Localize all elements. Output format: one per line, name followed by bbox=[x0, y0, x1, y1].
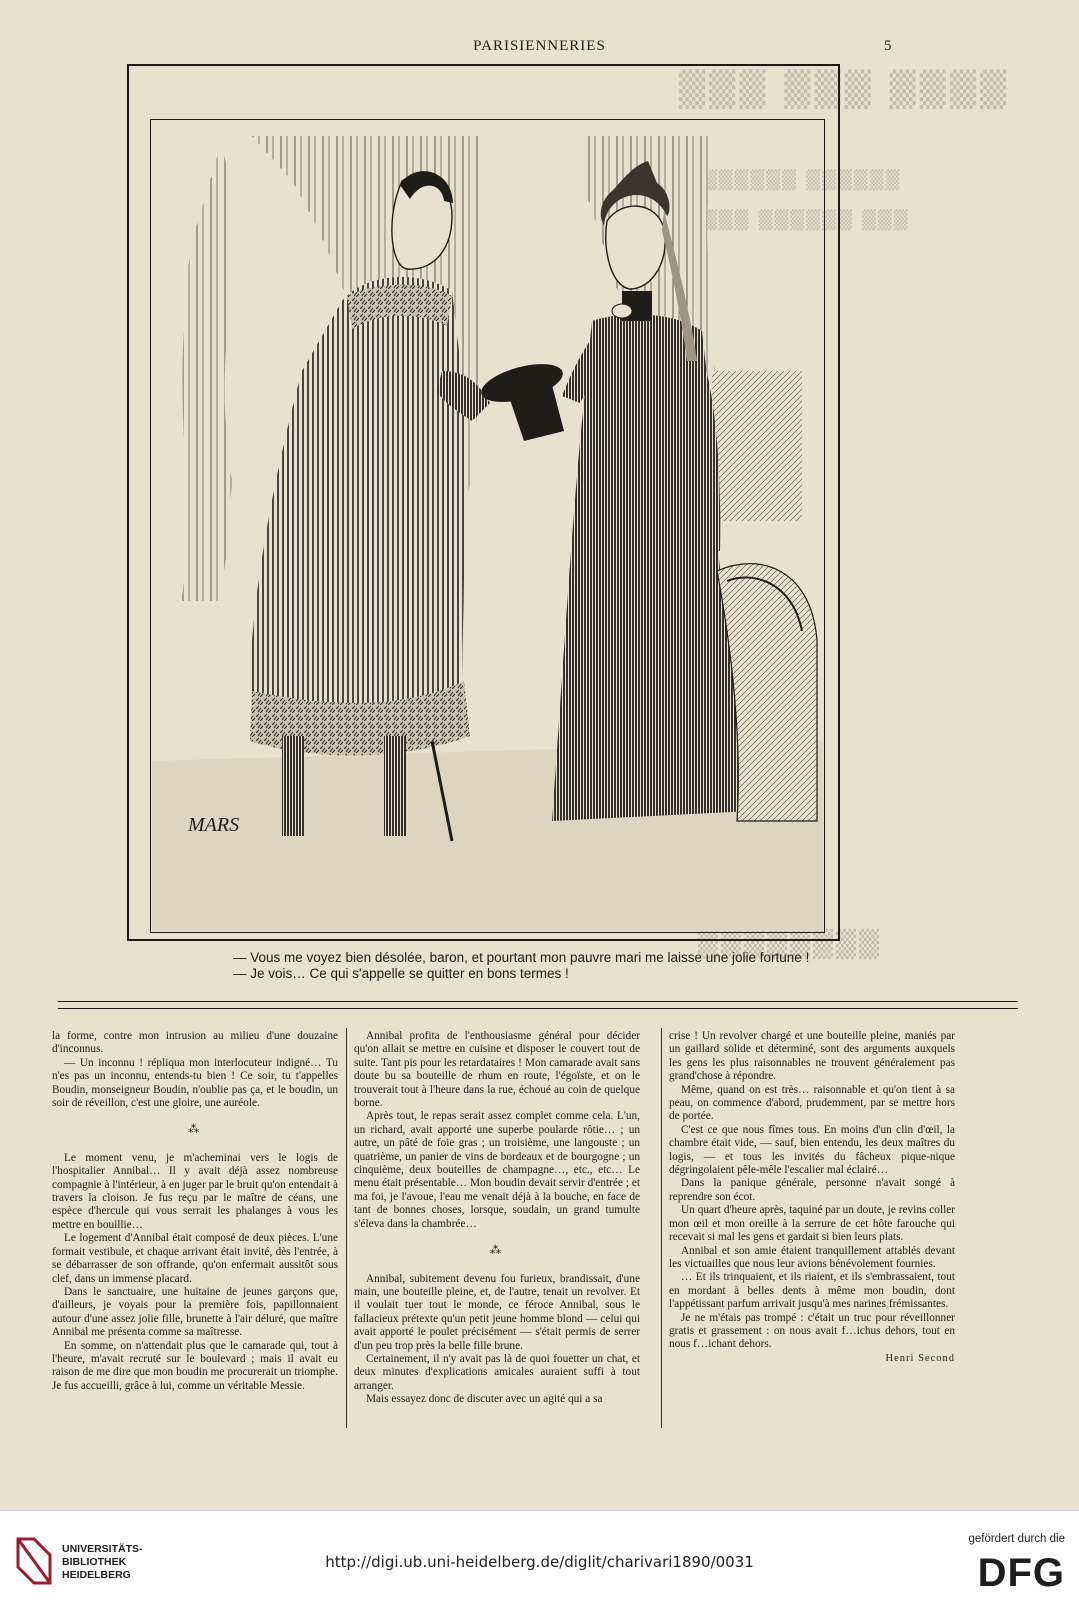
paragraph: C'est ce que nous fîmes tous. En moins d'un clin d'œil, la chambre était vide, — sauf, bien entendu, les deux maîtres du logis, — et tous les invités du fâcheux pique-nique dégringolaient pêle-mêle l'escalier mal éclairé… bbox=[669, 1123, 955, 1177]
bleed-mark: ▒▒▒▒▒▒ ▒▒▒▒▒▒▒ bbox=[685, 170, 900, 191]
page-number: 5 bbox=[884, 38, 892, 54]
funder-logo: DFG bbox=[977, 1551, 1065, 1595]
paragraph: Annibal et son amie étaient tranquillement attablés devant les victuailles que nous leur avions bénévolement fournies. bbox=[669, 1244, 955, 1270]
paragraph: Le moment venu, je m'acheminai vers le logis de l'hospitalier Annibal… Il y avait déjà assez nombreuse compagnie à l'intérieur, à en juger par le bruit qu'on entendait à travers la cloison. Je fus reçu par le maître de céans, une espèce d'hercule qui vous serrait les phalanges à vous les mettre en bouillie… bbox=[52, 1151, 338, 1231]
column-divider bbox=[661, 1028, 662, 1428]
paragraph: Certainement, il n'y avait pas là de quoi fouetter un chat, et deux minutes d'explications amicales auraient suffi à tout arranger. bbox=[354, 1352, 640, 1392]
paragraph: Mais essayez donc de discuter avec un agité qui a sa bbox=[366, 1393, 603, 1406]
section-rule-bottom bbox=[58, 1008, 1018, 1009]
paragraph: … Et ils trinquaient, et ils riaient, et ils s'embrassaient, tout en mordant à belles dents à même mon boudin, dont l'appétissant parfum arrivait jusqu'à mes narines frémissantes. bbox=[669, 1271, 955, 1311]
source-url-link[interactable]: http://digi.ub.uni-heidelberg.de/diglit/charivari1890/0031 bbox=[325, 1553, 754, 1571]
top-hat bbox=[477, 357, 566, 441]
paragraph: la forme, contre mon intrusion au milieu d'une douzaine d'inconnus. bbox=[52, 1030, 338, 1056]
bleed-mark: ▒▒▒▒▒▒▒▒ bbox=[695, 930, 879, 960]
caption-line-2: — Je vois… Ce qui s'appelle se quitter en bons termes ! bbox=[233, 966, 569, 981]
section-separator: ⁂ bbox=[187, 1124, 203, 1137]
institution-line: BIBLIOTHEK bbox=[62, 1556, 127, 1568]
institution-line: HEIDELBERG bbox=[62, 1569, 131, 1581]
paragraph: Même, quand on est très… raisonnable et qu'on tient à sa peau, on commence d'abord, prudemment, par se mettre hors de portée. bbox=[669, 1083, 955, 1123]
artist-signature: MARS bbox=[188, 814, 240, 836]
paragraph: Un quart d'heure après, taquiné par un doute, je revins coller mon œil et mon oreille à la serrure de cet hôte farouche qui recevait si mal les gens et gardait si bien leurs plats. bbox=[669, 1204, 955, 1244]
article-column-1 bbox=[52, 1030, 338, 1393]
institution-line: UNIVERSITÄTS- bbox=[62, 1543, 143, 1555]
paragraph: Annibal profita de l'enthousiasme général pour décider qu'on allait se mettre en cuisine et disposer le couvert tout de suite. Tant pis pour les retardataires ! Mon camarade avait sans doute bu sa bouteille de rhum en route, l'égoïste, et on le trouverait tout à l'heure dans la rue, échoué au coin de quelque borne. bbox=[354, 1030, 640, 1110]
bleed-mark: ▒▒▒ ▒▒▒▒▒▒ ▒▒▒▒ bbox=[685, 210, 908, 231]
section-separator: ⁂ bbox=[489, 1245, 505, 1258]
article-column-3 bbox=[669, 1030, 955, 1365]
paragraph: Le logement d'Annibal était composé de deux pièces. L'une formait vestibule, et chaque arrivant était invité, dès l'entrée, à se débarrasser de son offrande, qu'on enfermait aussitôt sous clef, dans un immense placard. bbox=[52, 1232, 338, 1285]
paragraph: — Un inconnu ! répliqua mon interlocuteur indigné… Tu n'es pas un inconnu, entends-tu bien ! Ce soir, tu t'appelles Boudin, monseigneur Boudin, n'oublie pas ça, et le boudin, un soir de réveillon, c'est une gloire, une auréole. bbox=[52, 1056, 338, 1110]
paragraph: Dans le sanctuaire, une huitaine de jeunes garçons que, d'ailleurs, je voyais pour la première fois, papillonnaient autour d'une assez jolie fille, brunette à l'air déluré, que maître Annibal me présenta comme sa maîtresse. bbox=[52, 1285, 338, 1339]
paragraph: Après tout, le repas serait assez complet comme cela. L'un, un richard, avait apporté une superbe poularde rôtie… ; un autre, un pâté de foie gras ; un troisième, une langouste ; un quatrième, un panier de vins de bordeaux et de bourgogne ; un cinquième, deux bouteilles de champagne…, etc., etc… Le menu était présentable… Mon boudin devait servir d'entrée ; et ma foi, je l'avoue, l'eau me venait déjà à la bouche, en face de tant de bonnes choses, lorsque, soudain, un grand tumulte s'éleva dans la chambrée… bbox=[354, 1110, 640, 1230]
running-head: PARISIENNERIES bbox=[473, 38, 606, 54]
engraving-illustration bbox=[152, 121, 823, 931]
paragraph: Dans la panique générale, personne n'avait songé à reprendre son écot. bbox=[669, 1177, 955, 1203]
paragraph: Je ne m'étais pas trompé : c'était un truc pour réveillonner gratis et grassement : on nous avait f…ichus dehors, tout en nous f…ichant dehors. bbox=[669, 1311, 955, 1351]
funded-by-label: gefördert durch die bbox=[968, 1533, 1065, 1545]
bleed-mark: ▒▒▒▒ ▒▒▒ ▒▒▒ bbox=[675, 70, 1007, 110]
column-divider bbox=[346, 1028, 347, 1428]
paragraph: crise ! Un revolver chargé et une bouteille pleine, maniés par un gaillard solide et déterminé, sont des arguments auxquels les gens les plus raisonnables ne trouvent généralement pas grand'chose à répondre. bbox=[669, 1030, 955, 1083]
paragraph: Annibal, subitement devenu fou furieux, brandissait, d'une main, une bouteille pleine, et, de l'autre, tenait un revolver. Et il voulait tuer tout le monde, ce féroce Annibal, sous le fallacieux prétexte qu'un petit jeune homme blond — celui qui avait apporté le poulet précisément — s'était permis de serrer d'un peu trop près la belle fille brune. bbox=[354, 1272, 640, 1352]
illustration-caption bbox=[215, 950, 815, 982]
digitization-footer bbox=[0, 1510, 1079, 1612]
article-column-2 bbox=[354, 1030, 640, 1407]
caption-line-1: — Vous me voyez bien désolée, baron, et pourtant mon pauvre mari me laisse une jolie fortune ! bbox=[233, 950, 810, 965]
section-rule-top bbox=[58, 1001, 1018, 1002]
author-signature: Henri Second bbox=[885, 1352, 955, 1364]
paragraph: En somme, on n'attendait plus que le camarade qui, tout à l'heure, m'avait recruté sur le boulevard ; mais il avait eu raison de me dire que mon boudin me procurerait un triomphe. Je fus accueilli, grâce à lui, comme un véritable Messie. bbox=[52, 1339, 338, 1392]
